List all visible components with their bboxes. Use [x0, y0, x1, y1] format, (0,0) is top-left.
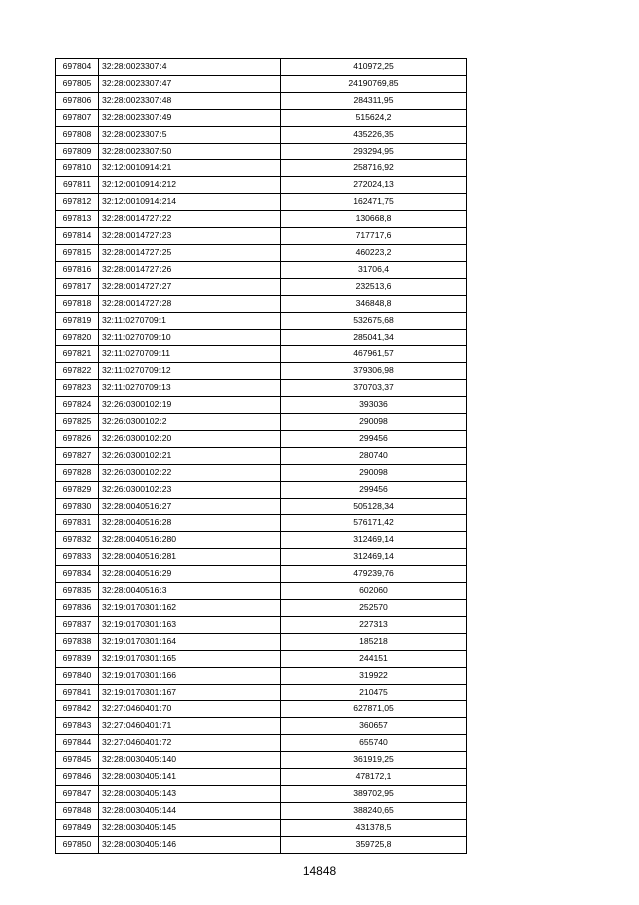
- value-cell: 515624,2: [281, 109, 467, 126]
- table-row: [56, 143, 467, 160]
- table-row: [56, 397, 467, 414]
- row-number-cell: 697829: [56, 481, 99, 498]
- cadastral-number-cell: 32:28:0014727:28: [99, 295, 281, 312]
- cadastral-number-cell: 32:28:0023307:50: [99, 143, 281, 160]
- row-number-cell: 697850: [56, 836, 99, 853]
- row-number-cell: 697837: [56, 616, 99, 633]
- value-cell: 655740: [281, 735, 467, 752]
- cadastral-number-cell: 32:19:0170301:165: [99, 650, 281, 667]
- value-cell: 312469,14: [281, 532, 467, 549]
- row-number-cell: 697839: [56, 650, 99, 667]
- cadastral-number-cell: 32:11:0270709:11: [99, 346, 281, 363]
- value-cell: 24190769,85: [281, 75, 467, 92]
- cadastral-number-cell: 32:28:0030405:143: [99, 785, 281, 802]
- value-cell: 232513,6: [281, 278, 467, 295]
- row-number-cell: 697830: [56, 498, 99, 515]
- cadastral-number-cell: 32:28:0014727:25: [99, 244, 281, 261]
- row-number-cell: 697846: [56, 769, 99, 786]
- row-number-cell: 697843: [56, 718, 99, 735]
- value-cell: 717717,6: [281, 228, 467, 245]
- cadastral-number-cell: 32:28:0040516:280: [99, 532, 281, 549]
- cadastral-number-cell: 32:28:0014727:23: [99, 228, 281, 245]
- table-row: [56, 785, 467, 802]
- cadastral-number-cell: 32:28:0014727:22: [99, 211, 281, 228]
- cadastral-number-cell: 32:28:0030405:145: [99, 819, 281, 836]
- page-number: 14848: [302, 864, 337, 878]
- table-row: [56, 346, 467, 363]
- row-number-cell: 697818: [56, 295, 99, 312]
- cadastral-number-cell: 32:19:0170301:163: [99, 616, 281, 633]
- value-cell: 290098: [281, 414, 467, 431]
- value-cell: 272024,13: [281, 177, 467, 194]
- row-number-cell: 697849: [56, 819, 99, 836]
- row-number-cell: 697828: [56, 464, 99, 481]
- row-number-cell: 697822: [56, 363, 99, 380]
- table-row: [56, 836, 467, 853]
- table-row: [56, 633, 467, 650]
- row-number-cell: 697819: [56, 312, 99, 329]
- row-number-cell: 697811: [56, 177, 99, 194]
- table-row: [56, 650, 467, 667]
- cadastral-number-cell: 32:12:0010914:212: [99, 177, 281, 194]
- value-cell: 479239,76: [281, 566, 467, 583]
- table-row: [56, 600, 467, 617]
- value-cell: 290098: [281, 464, 467, 481]
- value-cell: 210475: [281, 684, 467, 701]
- table-row: [56, 566, 467, 583]
- value-cell: 280740: [281, 447, 467, 464]
- value-cell: 227313: [281, 616, 467, 633]
- cadastral-number-cell: 32:28:0040516:281: [99, 549, 281, 566]
- value-cell: 460223,2: [281, 244, 467, 261]
- cadastral-number-cell: 32:11:0270709:1: [99, 312, 281, 329]
- row-number-cell: 697808: [56, 126, 99, 143]
- cadastral-number-cell: 32:26:0300102:21: [99, 447, 281, 464]
- table-row: [56, 684, 467, 701]
- row-number-cell: 697848: [56, 802, 99, 819]
- cadastral-number-cell: 32:28:0023307:48: [99, 92, 281, 109]
- cadastral-number-cell: 32:27:0460401:70: [99, 701, 281, 718]
- cadastral-number-cell: 32:27:0460401:71: [99, 718, 281, 735]
- cadastral-number-cell: 32:26:0300102:23: [99, 481, 281, 498]
- cadastral-number-cell: 32:28:0014727:27: [99, 278, 281, 295]
- table-row: [56, 363, 467, 380]
- value-cell: 162471,75: [281, 194, 467, 211]
- table-row: [56, 447, 467, 464]
- table-row: [56, 802, 467, 819]
- value-cell: 532675,68: [281, 312, 467, 329]
- cadastral-number-cell: 32:11:0270709:12: [99, 363, 281, 380]
- cadastral-number-cell: 32:26:0300102:20: [99, 430, 281, 447]
- table-row: [56, 414, 467, 431]
- value-cell: 252570: [281, 600, 467, 617]
- table-row: [56, 109, 467, 126]
- cadastral-number-cell: 32:28:0040516:3: [99, 583, 281, 600]
- table-row: [56, 718, 467, 735]
- row-number-cell: 697833: [56, 549, 99, 566]
- row-number-cell: 697834: [56, 566, 99, 583]
- value-cell: 627871,05: [281, 701, 467, 718]
- row-number-cell: 697831: [56, 515, 99, 532]
- row-number-cell: 697826: [56, 430, 99, 447]
- cadastral-number-cell: 32:27:0460401:72: [99, 735, 281, 752]
- table-row: [56, 430, 467, 447]
- row-number-cell: 697847: [56, 785, 99, 802]
- table-row: [56, 549, 467, 566]
- row-number-cell: 697840: [56, 667, 99, 684]
- value-cell: 431378,5: [281, 819, 467, 836]
- row-number-cell: 697827: [56, 447, 99, 464]
- cadastral-number-cell: 32:28:0023307:4: [99, 59, 281, 76]
- value-cell: 284311,95: [281, 92, 467, 109]
- row-number-cell: 697813: [56, 211, 99, 228]
- cadastral-number-cell: 32:28:0030405:140: [99, 752, 281, 769]
- cadastral-number-cell: 32:19:0170301:162: [99, 600, 281, 617]
- cadastral-number-cell: 32:28:0030405:146: [99, 836, 281, 853]
- cadastral-number-cell: 32:28:0014727:26: [99, 261, 281, 278]
- row-number-cell: 697805: [56, 75, 99, 92]
- table-row: [56, 329, 467, 346]
- table-row: [56, 244, 467, 261]
- table-row: [56, 515, 467, 532]
- table-row: [56, 380, 467, 397]
- row-number-cell: 697815: [56, 244, 99, 261]
- table-body: [56, 59, 467, 854]
- cadastral-number-cell: 32:28:0040516:29: [99, 566, 281, 583]
- value-cell: 393036: [281, 397, 467, 414]
- cadastral-number-cell: 32:28:0040516:28: [99, 515, 281, 532]
- value-cell: 410972,25: [281, 59, 467, 76]
- cadastral-number-cell: 32:12:0010914:214: [99, 194, 281, 211]
- table-row: [56, 701, 467, 718]
- row-number-cell: 697814: [56, 228, 99, 245]
- cadastral-number-cell: 32:28:0040516:27: [99, 498, 281, 515]
- row-number-cell: 697845: [56, 752, 99, 769]
- row-number-cell: 697832: [56, 532, 99, 549]
- table-row: [56, 194, 467, 211]
- table-row: [56, 735, 467, 752]
- row-number-cell: 697807: [56, 109, 99, 126]
- row-number-cell: 697835: [56, 583, 99, 600]
- table-row: [56, 464, 467, 481]
- table-row: [56, 498, 467, 515]
- row-number-cell: 697821: [56, 346, 99, 363]
- value-cell: 467961,57: [281, 346, 467, 363]
- table-row: [56, 312, 467, 329]
- value-cell: 319922: [281, 667, 467, 684]
- row-number-cell: 697825: [56, 414, 99, 431]
- row-number-cell: 697836: [56, 600, 99, 617]
- value-cell: 299456: [281, 430, 467, 447]
- value-cell: 258716,92: [281, 160, 467, 177]
- table-row: [56, 228, 467, 245]
- table-row: [56, 261, 467, 278]
- table-row: [56, 177, 467, 194]
- row-number-cell: 697806: [56, 92, 99, 109]
- table-row: [56, 769, 467, 786]
- table-row: [56, 667, 467, 684]
- cadastral-number-cell: 32:26:0300102:22: [99, 464, 281, 481]
- value-cell: 478172,1: [281, 769, 467, 786]
- row-number-cell: 697809: [56, 143, 99, 160]
- table-row: [56, 583, 467, 600]
- value-cell: 389702,95: [281, 785, 467, 802]
- row-number-cell: 697810: [56, 160, 99, 177]
- table-row: [56, 295, 467, 312]
- cadastral-number-cell: 32:28:0030405:141: [99, 769, 281, 786]
- row-number-cell: 697823: [56, 380, 99, 397]
- value-cell: 130668,8: [281, 211, 467, 228]
- table-row: [56, 819, 467, 836]
- value-cell: 293294,95: [281, 143, 467, 160]
- table-row: [56, 92, 467, 109]
- cadastral-number-cell: 32:28:0023307:5: [99, 126, 281, 143]
- value-cell: 360657: [281, 718, 467, 735]
- cadastral-number-cell: 32:11:0270709:13: [99, 380, 281, 397]
- value-cell: 388240,65: [281, 802, 467, 819]
- table-row: [56, 278, 467, 295]
- table-row: [56, 211, 467, 228]
- table-row: [56, 481, 467, 498]
- cadastral-number-cell: 32:28:0023307:47: [99, 75, 281, 92]
- value-cell: 312469,14: [281, 549, 467, 566]
- table-row: [56, 752, 467, 769]
- cadastral-number-cell: 32:19:0170301:167: [99, 684, 281, 701]
- value-cell: 185218: [281, 633, 467, 650]
- cadastral-value-table: [55, 58, 467, 854]
- value-cell: 505128,34: [281, 498, 467, 515]
- row-number-cell: 697842: [56, 701, 99, 718]
- value-cell: 361919,25: [281, 752, 467, 769]
- cadastral-number-cell: 32:19:0170301:164: [99, 633, 281, 650]
- row-number-cell: 697812: [56, 194, 99, 211]
- table-row: [56, 59, 467, 76]
- value-cell: 576171,42: [281, 515, 467, 532]
- row-number-cell: 697820: [56, 329, 99, 346]
- row-number-cell: 697824: [56, 397, 99, 414]
- value-cell: 602060: [281, 583, 467, 600]
- value-cell: 435226,35: [281, 126, 467, 143]
- table-row: [56, 532, 467, 549]
- value-cell: 359725,8: [281, 836, 467, 853]
- row-number-cell: 697838: [56, 633, 99, 650]
- cadastral-number-cell: 32:11:0270709:10: [99, 329, 281, 346]
- cadastral-number-cell: 32:26:0300102:2: [99, 414, 281, 431]
- value-cell: 299456: [281, 481, 467, 498]
- cadastral-number-cell: 32:12:0010914:21: [99, 160, 281, 177]
- table-row: [56, 160, 467, 177]
- table-row: [56, 616, 467, 633]
- row-number-cell: 697816: [56, 261, 99, 278]
- row-number-cell: 697804: [56, 59, 99, 76]
- table-row: [56, 75, 467, 92]
- value-cell: 31706,4: [281, 261, 467, 278]
- cadastral-number-cell: 32:28:0030405:144: [99, 802, 281, 819]
- value-cell: 346848,8: [281, 295, 467, 312]
- row-number-cell: 697841: [56, 684, 99, 701]
- table-row: [56, 126, 467, 143]
- value-cell: 285041,34: [281, 329, 467, 346]
- value-cell: 244151: [281, 650, 467, 667]
- row-number-cell: 697817: [56, 278, 99, 295]
- cadastral-number-cell: 32:19:0170301:166: [99, 667, 281, 684]
- cadastral-number-cell: 32:26:0300102:19: [99, 397, 281, 414]
- row-number-cell: 697844: [56, 735, 99, 752]
- cadastral-number-cell: 32:28:0023307:49: [99, 109, 281, 126]
- value-cell: 379306,98: [281, 363, 467, 380]
- value-cell: 370703,37: [281, 380, 467, 397]
